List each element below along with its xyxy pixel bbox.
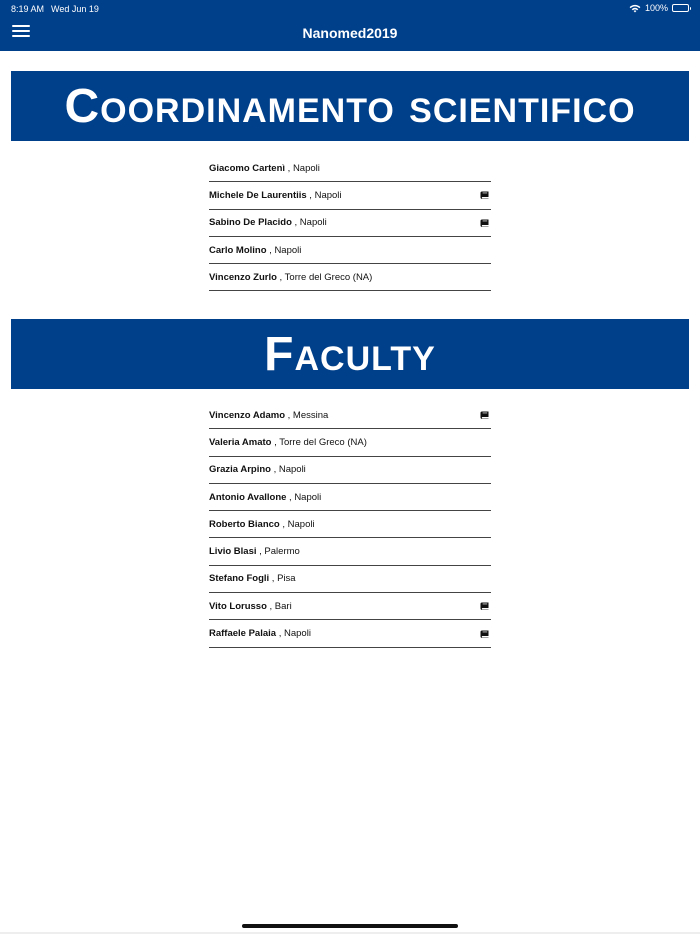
person-label [209,601,292,612]
person-label [209,190,342,201]
person-row[interactable] [209,237,491,264]
person-name: Grazia Arpino [209,464,271,476]
person-label [209,272,372,283]
app-title: Nanomed2019 [302,25,398,41]
person-row[interactable] [209,429,491,456]
person-label [209,245,301,256]
person-label [209,163,320,174]
person-name: Vincenzo Adamo [209,409,286,421]
coordinamento-list [209,155,491,291]
person-city: , Napoli [286,491,322,503]
battery-percent: 100% [644,3,668,13]
person-name: Carlo Molino [209,244,267,256]
person-name: Giacomo Cartenì [209,162,286,174]
person-city: , Napoli [270,464,306,476]
person-city: , Napoli [285,162,320,174]
section-title-coordinamento: Coordinamento scientifico [11,71,689,141]
app-header [0,0,700,51]
person-city: , Napoli [276,628,311,640]
person-row[interactable] [209,620,491,647]
person-name: Livio Blasi [209,546,257,558]
person-city: , Pisa [269,573,296,585]
person-row[interactable] [209,264,491,291]
person-row[interactable] [209,593,491,620]
status-right [629,3,689,13]
battery-icon [672,4,689,12]
person-row[interactable] [209,457,491,484]
person-name: Sabino De Placido [209,217,292,229]
person-row[interactable] [209,210,491,237]
person-row[interactable] [209,155,491,182]
wifi-icon [629,4,641,13]
person-city: , Palermo [256,546,300,558]
person-label [209,464,306,475]
person-name: Valeria Amato [209,436,272,448]
person-row[interactable] [209,484,491,511]
person-city: , Torre del Greco (NA) [276,271,373,283]
person-name: Roberto Bianco [209,518,280,530]
book-icon[interactable] [480,602,489,610]
person-city: , Torre del Greco (NA) [271,436,367,448]
book-icon[interactable] [480,219,489,227]
person-city: , Bari [266,600,292,612]
faculty-list [209,402,491,648]
home-indicator[interactable] [242,924,458,928]
book-icon[interactable] [480,411,489,419]
person-row[interactable] [209,511,491,538]
book-icon[interactable] [480,630,489,638]
person-city: , Napoli [291,217,327,229]
person-city: , Napoli [306,189,342,201]
person-name: Vincenzo Zurlo [209,271,277,283]
person-label [209,573,296,584]
person-label [209,410,328,421]
person-label [209,546,300,557]
person-row[interactable] [209,538,491,565]
person-name: Antonio Avallone [209,491,287,503]
person-row[interactable] [209,402,491,429]
person-city: , Messina [285,409,329,421]
person-label [209,437,367,448]
person-name: Stefano Fogli [209,573,270,585]
person-city: , Napoli [266,244,302,256]
person-name: Michele De Laurentiis [209,189,307,201]
status-date: Wed Jun 19 [51,4,99,14]
person-name: Vito Lorusso [209,600,267,612]
status-time: 8:19 AM [11,4,45,14]
person-label [209,519,315,530]
person-name: Raffaele Palaia [209,628,277,640]
person-label [209,492,321,503]
person-city: , Napoli [279,518,315,530]
person-row[interactable] [209,182,491,209]
status-bar [0,0,700,16]
section-title-faculty: Faculty [11,319,689,389]
person-row[interactable] [209,566,491,593]
person-label [209,217,327,228]
book-icon[interactable] [480,191,489,199]
person-label [209,628,311,639]
